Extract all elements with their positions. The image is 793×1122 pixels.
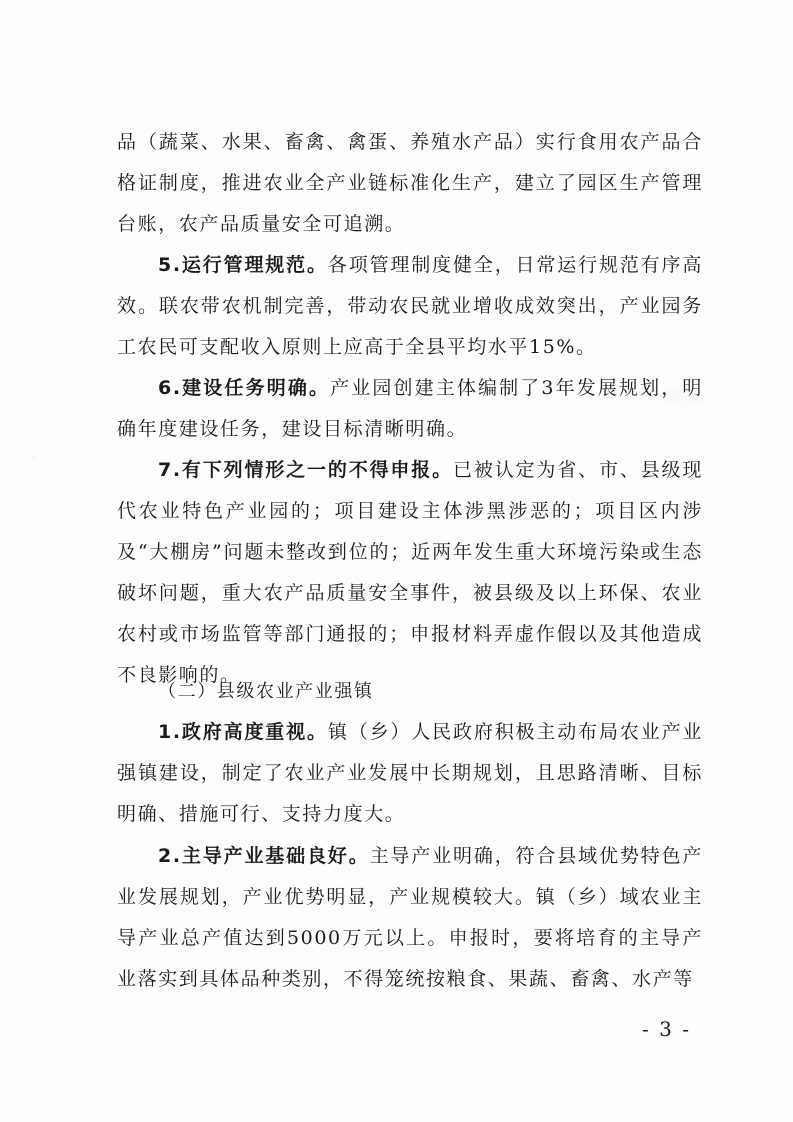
scan-speck [32,456,35,459]
item-heading: 2.主导产业基础良好。 [158,845,370,867]
item-text: 已被认定为省、市、县级现代农业特色产业园的；项目建设主体涉黑涉恶的；项目区内涉及“大棚房”问题未整改到位的；近两年发生重大环境污染或生态破坏问题，重大农产品质量安全事件，被县级及以上环保、农业农村或市场监管等部门通报的；申报材料弄虚作假以及其他造成不良影响的。 [117,459,703,686]
paragraph-item-5 [117,245,703,368]
paragraph-item-7 [117,450,703,696]
section-heading: （二）县级农业产业强镇 [158,681,374,702]
paragraph-continuation [117,122,703,245]
item-text: 产业园创建主体编制了3年发展规划，明确年度建设任务，建设目标清晰明确。 [117,377,704,440]
item-heading: 7.有下列情形之一的不得申报。 [158,459,453,481]
scan-shadow [664,385,704,407]
item-text: 各项管理制度健全，日常运行规范有序高效。联农带农机制完善，带动农民就业增收成效突出，产业园务工农民可支配收入原则上应高于全县平均水平15%。 [117,254,703,358]
item-heading: 6.建设任务明确。 [158,377,331,399]
paragraph-item-2 [117,836,703,1000]
paragraph-text: 品（蔬菜、水果、畜禽、禽蛋、养殖水产品）实行食用农产品合格证制度，推进农业全产业链标准化生产，建立了园区生产管理台账，农产品质量安全可追溯。 [117,131,703,235]
section-heading-block [117,671,703,712]
item-text: 主导产业明确，符合县域优势特色产业发展规划，产业优势明显，产业规模较大。镇（乡）域农业主导产业总产值达到5000万元以上。申报时，要将培育的主导产业落实到具体品种类别，不得笼统按粮食、果蔬、畜禽、水产等 [117,845,703,990]
paragraph-item-1 [117,712,703,835]
item-heading: 1.政府高度重视。 [158,721,328,743]
scan-shadow [662,541,706,565]
paragraph-item-6 [117,368,703,450]
page-number: - 3 - [642,1017,691,1041]
item-heading: 5.运行管理规范。 [158,254,328,276]
item-text: 镇（乡）人民政府积极主动布局农业产业强镇建设，制定了农业产业发展中长期规划，且思路清晰、目标明确、措施可行、支持力度大。 [117,721,703,825]
